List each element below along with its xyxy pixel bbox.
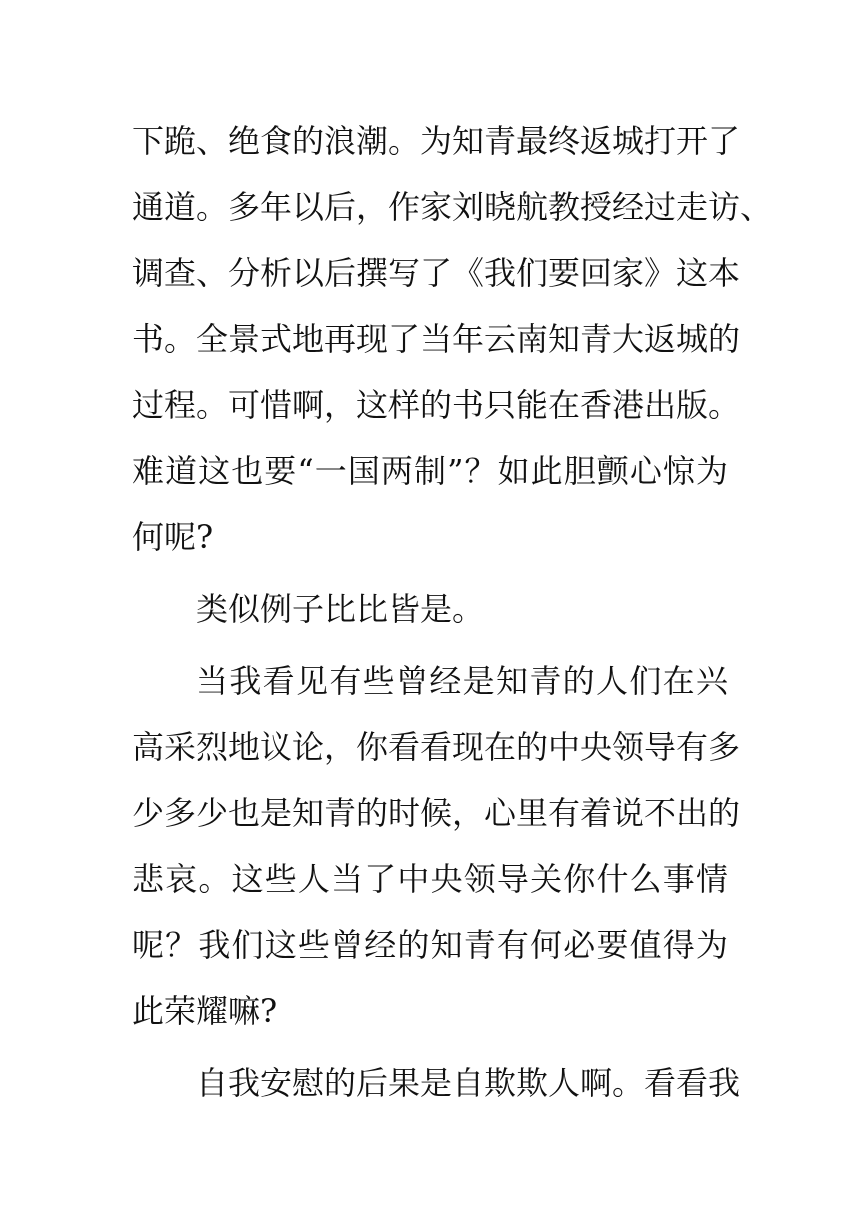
paragraph-2-line-1: 类似例子比比皆是。 <box>196 590 485 628</box>
paragraph-3-line-4: 悲哀。这些人当了中央领导关你什么事情 <box>132 860 728 898</box>
text-line-2: 通道。多年以后，作家刘晓航教授经过走访、 <box>132 188 773 226</box>
paragraph-3-line-1: 当我看见有些曾经是知青的人们在兴 <box>196 662 728 700</box>
paragraph-3-line-5: 呢？我们这些曾经的知青有何必要值得为 <box>132 926 728 964</box>
text-line-4: 书。全景式地再现了当年云南知青大返城的 <box>132 320 741 358</box>
paragraph-4-line-1: 自我安慰的后果是自欺欺人啊。看看我 <box>196 1064 741 1102</box>
text-line-7: 何呢? <box>132 518 214 556</box>
paragraph-3-line-2: 高采烈地议论，你看看现在的中央领导有多 <box>132 728 741 766</box>
text-line-6: 难道这也要“一国两制”？如此胆颤心惊为 <box>132 452 728 490</box>
text-line-3: 调查、分析以后撰写了《我们要回家》这本 <box>132 254 741 292</box>
paragraph-3-line-6: 此荣耀嘛? <box>132 992 278 1030</box>
text-line-5: 过程。可惜啊，这样的书只能在香港出版。 <box>132 386 741 424</box>
text-line-1: 下跪、绝食的浪潮。为知青最终返城打开了 <box>132 122 741 160</box>
paragraph-3-line-3: 少多少也是知青的时候，心里有着说不出的 <box>132 794 741 832</box>
